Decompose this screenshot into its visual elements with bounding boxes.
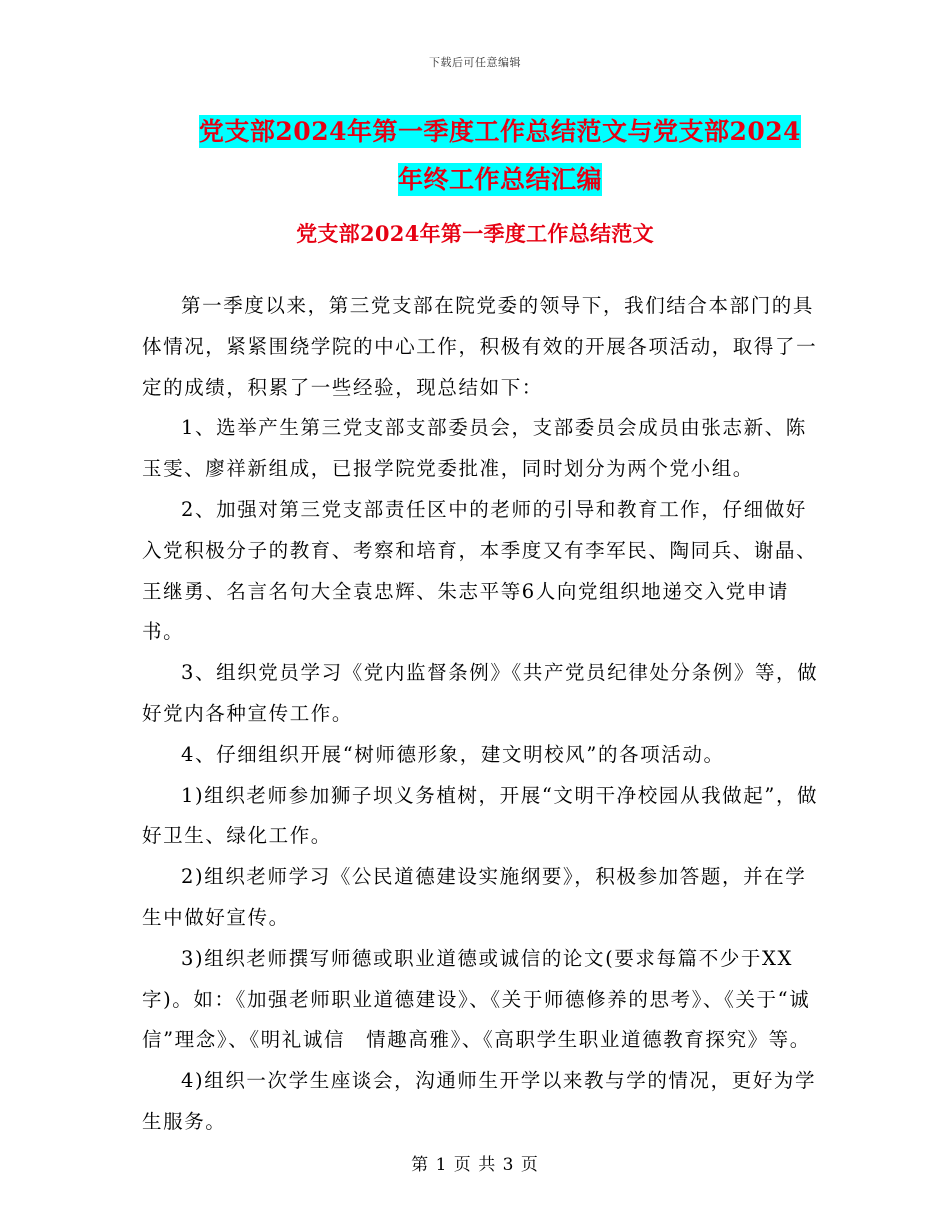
document-title	[160, 108, 840, 204]
document-title-line-1: 党支部2024年第一季度工作总结范文与党支部2024	[198, 117, 802, 146]
document-title-line-2: 年终工作总结汇编	[397, 165, 602, 194]
paragraph-item-2: 2、加强对第三党支部责任区中的老师的引导和教育工作，仔细做好入党积极分子的教育、考察和培育，本季度又有李军民、陶同兵、谢晶、王继勇、名言名句大全袁忠辉、朱志平等6人向党组织地递交入党申请书。	[142, 497, 818, 644]
paragraph-subitem-2: 2)组织老师学习《公民道德建设实施纲要》，积极参加答题，并在学生中做好宣传。	[142, 865, 807, 929]
document-body	[142, 286, 822, 1143]
paragraph-subitem-1: 1)组织老师参加狮子坝义务植树，开展“文明干净校园从我做起”，做好卫生、绿化工作。	[142, 783, 819, 848]
paragraph-subitem-3: 3)组织老师撰写师德或职业道德或诚信的论文(要求每篇不少于XX字)。如：《加强老师职业道德建设》、《关于师德修养的思考》、《关于“诚信”理念》、《明礼诚信 情趣高雅》、《高职学生职业道德教育探究》等。	[142, 946, 811, 1052]
paragraph-subitem-4: 4)组织一次学生座谈会，沟通师生开学以来教与学的情况，更好为学生服务。	[142, 1069, 817, 1133]
paragraph-item-1: 1、选举产生第三党支部支部委员会，支部委员会成员由张志新、陈玉雯、廖祥新组成，已报学院党委批准，同时划分为两个党小组。	[142, 416, 807, 481]
section-title: 党支部2024年第一季度工作总结范文	[296, 221, 654, 246]
paragraph-item-3: 3、组织党员学习《党内监督条例》《共产党员纪律处分条例》等，做好党内各种宣传工作。	[142, 661, 819, 725]
page-footer-number: 第 1 页 共 3 页	[411, 1155, 539, 1175]
page-header-note: 下载后可任意编辑	[429, 56, 521, 69]
paragraph-intro: 第一季度以来，第三党支部在院党委的领导下，我们结合本部门的具体情况，紧紧围绕学院的中心工作，积极有效的开展各项活动，取得了一定的成绩，积累了一些经验，现总结如下：	[142, 294, 818, 399]
paragraph-item-4: 4、仔细组织开展“树师德形象，建文明校风”的各项活动。	[181, 742, 725, 766]
